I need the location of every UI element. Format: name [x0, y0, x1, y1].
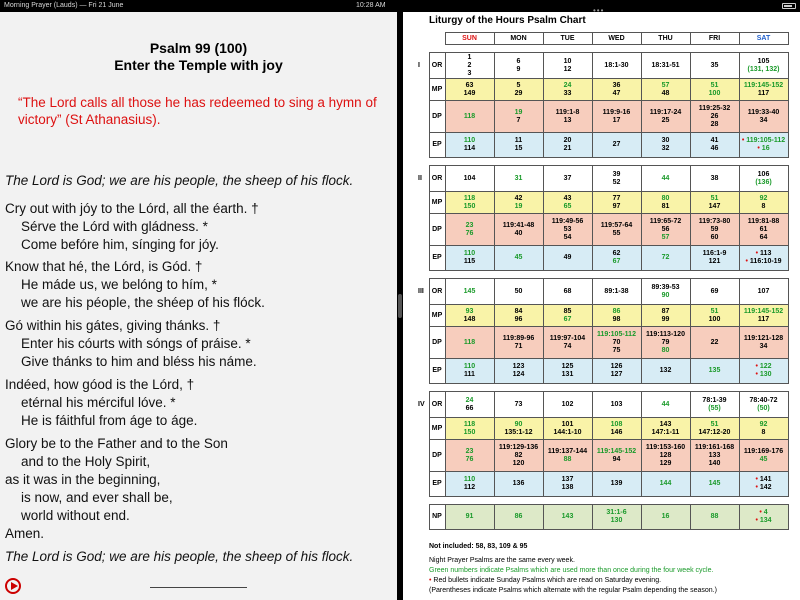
psalm-cell: 145 — [690, 472, 739, 497]
chart-row-ep — [418, 359, 788, 384]
psalm-cell: 51 100 — [690, 79, 739, 101]
psalm-cell: 110 111 — [445, 359, 494, 384]
chart-row-ep — [418, 246, 788, 271]
psalm-cell: 78:40-72 (50) — [739, 392, 788, 418]
psalm-cell: 123 124 — [494, 359, 543, 384]
psalm-cell: 84 96 — [494, 305, 543, 327]
psalm-cell: 139 — [592, 472, 641, 497]
hour-label: MP — [429, 305, 445, 327]
status-bar — [0, 0, 800, 12]
psalm-cell: 50 — [494, 279, 543, 305]
split-handle[interactable] — [398, 294, 402, 318]
week-label: I — [418, 61, 420, 69]
psalm-cell: 126 127 — [592, 359, 641, 384]
psalm-cell: 39 52 — [592, 166, 641, 192]
psalm-cell: 6 9 — [494, 53, 543, 79]
play-audio-button[interactable] — [5, 578, 21, 594]
psalm-cell: 103 — [592, 392, 641, 418]
psalm-cell: 51 147 — [690, 192, 739, 214]
chart-row-np — [418, 505, 788, 530]
hour-label: EP — [429, 472, 445, 497]
psalm-cell: 42 19 — [494, 192, 543, 214]
hour-label: DP — [429, 214, 445, 246]
psalm-cell: 137 138 — [543, 472, 592, 497]
psalm-cell: 5 29 — [494, 79, 543, 101]
psalm-cell: 63 149 — [445, 79, 494, 101]
psalm-line: Give thánks to him and bléss his náme. — [21, 354, 257, 369]
multitask-grabber-icon[interactable]: ••• — [593, 6, 605, 15]
psalm-cell: 119:161-168 133 140 — [690, 440, 739, 472]
hour-label: MP — [429, 79, 445, 101]
psalm-cell: 119:17-24 25 — [641, 101, 690, 133]
psalm-cell: 119:105-112 70 75 — [592, 327, 641, 359]
psalm-cell: 106 (136) — [739, 166, 788, 192]
psalm-cell: 27 — [592, 133, 641, 158]
psalm-cell: 118 150 — [445, 418, 494, 440]
psalm-cell: 51 147:12-20 — [690, 418, 739, 440]
battery-icon — [782, 3, 796, 9]
psalm-cell: 91 — [445, 505, 494, 530]
psalm-line: Amen. — [5, 526, 45, 541]
psalm-cell: 90 135:1-12 — [494, 418, 543, 440]
psalm-cell: 57 48 — [641, 79, 690, 101]
week-label: IV — [418, 400, 425, 408]
psalm-cell: 18:1-30 — [592, 53, 641, 79]
psalm-cell: 35 — [690, 53, 739, 79]
psalm-cell: 31:1-6 130 — [592, 505, 641, 530]
psalm-cell: 118 150 — [445, 192, 494, 214]
psalm-cell: 119:169-176 45 — [739, 440, 788, 472]
chart-row-or — [418, 53, 788, 79]
psalm-cell: 23 76 — [445, 440, 494, 472]
psalm-cell: 62 67 — [592, 246, 641, 271]
psalm-cell: 143 — [543, 505, 592, 530]
chart-row-ep — [418, 472, 788, 497]
psalm-cell: • 122 • 130 — [739, 359, 788, 384]
psalm-line: Cry out with jóy to the Lórd, all the éarth. † — [5, 201, 259, 216]
hour-label: OR — [429, 392, 445, 418]
psalm-cell: 143 147:1-11 — [641, 418, 690, 440]
psalm-cell: 92 8 — [739, 418, 788, 440]
chart-row-or — [418, 166, 788, 192]
psalm-cell: 19 7 — [494, 101, 543, 133]
hour-label: EP — [429, 246, 445, 271]
chart-row-mp — [418, 192, 788, 214]
psalm-line: is now, and ever shall be, — [21, 490, 173, 505]
psalm-cell: 68 — [543, 279, 592, 305]
psalm-cell: 101 144:1-10 — [543, 418, 592, 440]
psalm-cell: 86 98 — [592, 305, 641, 327]
psalm-line: He máde us, we belóng to hím, * — [21, 277, 217, 292]
psalm-cell: 88 — [690, 505, 739, 530]
antiphon-quote: “The Lord calls all those he has redeemed to sing a hymn of victory” (St Athanasius). — [18, 95, 377, 127]
chart-row-dp — [418, 440, 788, 472]
psalm-cell: 87 99 — [641, 305, 690, 327]
psalm-cell: 119:89-96 71 — [494, 327, 543, 359]
chart-row-or — [418, 279, 788, 305]
psalm-cell: • 4 • 134 — [739, 505, 788, 530]
psalm-cell: 51 100 — [690, 305, 739, 327]
psalm-line: Sérve the Lórd with gládness. * — [21, 219, 208, 234]
psalm-cell: 108 146 — [592, 418, 641, 440]
psalm-line: etérnal his mérciful lóve. * — [21, 395, 176, 410]
chart-row-dp — [418, 214, 788, 246]
psalm-cell: 41 46 — [690, 133, 739, 158]
chart-row-mp — [418, 305, 788, 327]
psalm-cell: 119:145-152 94 — [592, 440, 641, 472]
psalm-cell: 73 — [494, 392, 543, 418]
psalm-cell: 118 — [445, 327, 494, 359]
hour-label: EP — [429, 359, 445, 384]
psalm-cell: 1 2 3 — [445, 53, 494, 79]
psalm-title: Enter the Temple with joy — [114, 57, 283, 73]
psalm-line: Enter his cóurts with sóngs of práise. * — [21, 336, 251, 351]
psalm-cell: 18:31-51 — [641, 53, 690, 79]
chart-row-dp — [418, 101, 788, 133]
note-not-included: Not included: 58, 83, 109 & 95 — [429, 543, 528, 550]
psalm-cell: 10 12 — [543, 53, 592, 79]
psalm-line: we are his péople, the shéep of his flóck. — [21, 295, 265, 310]
psalm-cell: 119:33-40 34 — [739, 101, 788, 133]
psalm-line: The Lord is God; we are his people, the sheep of his flock. — [5, 173, 354, 188]
psalm-cell: 119:153-160 128 129 — [641, 440, 690, 472]
psalm-cell: 22 — [690, 327, 739, 359]
psalm-cell: 31 — [494, 166, 543, 192]
hour-label: OR — [429, 279, 445, 305]
psalm-cell: 145 — [445, 279, 494, 305]
psalm-cell: 80 81 — [641, 192, 690, 214]
psalm-cell: 89:1-38 — [592, 279, 641, 305]
psalm-cell: 119:41-48 40 — [494, 214, 543, 246]
day-header-tue: TUE — [543, 33, 592, 45]
psalm-cell: 89:39-53 90 — [641, 279, 690, 305]
psalm-chart-table — [418, 32, 789, 530]
psalm-cell: 30 32 — [641, 133, 690, 158]
psalm-cell: 110 115 — [445, 246, 494, 271]
psalm-cell: 77 97 — [592, 192, 641, 214]
psalm-cell: 20 21 — [543, 133, 592, 158]
chart-title: Liturgy of the Hours Psalm Chart — [429, 15, 586, 26]
psalm-cell: 107 — [739, 279, 788, 305]
psalm-cell: 38 — [690, 166, 739, 192]
psalm-cell: 136 — [494, 472, 543, 497]
psalm-cell: 119:145-152 117 — [739, 79, 788, 101]
psalm-cell: • 141 • 142 — [739, 472, 788, 497]
psalm-cell: 105 (131, 132) — [739, 53, 788, 79]
psalm-cell: 125 131 — [543, 359, 592, 384]
week-label: III — [418, 287, 424, 295]
psalm-line: and to the Holy Spirit, — [21, 454, 151, 469]
psalm-cell: 36 47 — [592, 79, 641, 101]
day-header-sun: SUN — [445, 33, 494, 45]
hour-label: MP — [429, 192, 445, 214]
note-night: Night Prayer Psalms are the same every week. — [429, 557, 575, 564]
psalm-cell: 119:25-32 26 28 — [690, 101, 739, 133]
hour-label: DP — [429, 440, 445, 472]
psalm-cell: 119:145-152 117 — [739, 305, 788, 327]
psalm-cell: 119:121-128 34 — [739, 327, 788, 359]
psalm-cell: 119:49-56 53 54 — [543, 214, 592, 246]
psalm-cell: 49 — [543, 246, 592, 271]
psalm-cell: 92 8 — [739, 192, 788, 214]
psalm-cell: 119:113-120 79 80 — [641, 327, 690, 359]
psalm-cell: 119:1-8 13 — [543, 101, 592, 133]
psalm-cell: 37 — [543, 166, 592, 192]
psalm-cell: 86 — [494, 505, 543, 530]
psalm-cell: 69 — [690, 279, 739, 305]
psalm-line: He is fáithful from áge to áge. — [21, 413, 198, 428]
psalm-cell: 85 67 — [543, 305, 592, 327]
hour-label: DP — [429, 101, 445, 133]
psalm-number: Psalm 99 (100) — [149, 40, 248, 56]
psalm-chart-pane[interactable] — [403, 6, 800, 600]
day-header-sat: SAT — [739, 33, 788, 45]
psalm-line: The Lord is God; we are his people, the sheep of his flock. — [5, 549, 354, 564]
psalm-cell: 24 66 — [445, 392, 494, 418]
hour-label: MP — [429, 418, 445, 440]
hour-label: NP — [429, 505, 445, 530]
psalm-cell: • 119:105-112 • 16 — [739, 133, 788, 158]
hour-label: EP — [429, 133, 445, 158]
chart-row-or — [418, 392, 788, 418]
chart-row-mp — [418, 79, 788, 101]
day-header-mon: MON — [494, 33, 543, 45]
psalm-cell: 16 — [641, 505, 690, 530]
psalm-cell: • 113 • 116:10-19 — [739, 246, 788, 271]
psalm-cell: 116:1-9 121 — [690, 246, 739, 271]
psalm-cell: 119:81-88 61 64 — [739, 214, 788, 246]
psalm-cell: 135 — [690, 359, 739, 384]
psalm-reader-pane[interactable] — [0, 12, 397, 600]
note-paren: (Parentheses indicate Psalms which alternate with the regular Psalm depending the season.) — [429, 587, 717, 594]
chart-row-mp — [418, 418, 788, 440]
play-icon — [11, 582, 18, 590]
chart-row-dp — [418, 327, 788, 359]
day-header-thu: THU — [641, 33, 690, 45]
psalm-cell: 119:9-16 17 — [592, 101, 641, 133]
psalm-cell: 119:97-104 74 — [543, 327, 592, 359]
psalm-line: Know that hé, the Lórd, is Gód. † — [5, 259, 203, 274]
psalm-cell: 119:73-80 59 60 — [690, 214, 739, 246]
psalm-cell: 132 — [641, 359, 690, 384]
chart-row-ep — [418, 133, 788, 158]
psalm-line: Indéed, how góod is the Lórd, † — [5, 377, 195, 392]
psalm-cell: 110 114 — [445, 133, 494, 158]
psalm-cell: 93 148 — [445, 305, 494, 327]
status-title: Morning Prayer (Lauds) — Fri 21 June — [4, 2, 124, 9]
psalm-cell: 23 76 — [445, 214, 494, 246]
psalm-cell: 72 — [641, 246, 690, 271]
psalm-cell: 24 33 — [543, 79, 592, 101]
psalm-cell: 102 — [543, 392, 592, 418]
hour-label: OR — [429, 53, 445, 79]
hour-label: OR — [429, 166, 445, 192]
psalm-cell: 11 15 — [494, 133, 543, 158]
note-red: • Red bullets indicate Sunday Psalms which are read on Saturday evening. — [429, 577, 662, 584]
week-label: II — [418, 174, 422, 182]
audio-scrubber[interactable] — [150, 587, 247, 588]
psalm-cell: 119:129-136 82 120 — [494, 440, 543, 472]
psalm-cell: 110 112 — [445, 472, 494, 497]
day-header-fri: FRI — [690, 33, 739, 45]
hour-label: DP — [429, 327, 445, 359]
psalm-cell: 43 65 — [543, 192, 592, 214]
day-header-wed: WED — [592, 33, 641, 45]
psalm-cell: 44 — [641, 166, 690, 192]
status-time: 10:28 AM — [356, 2, 386, 9]
psalm-cell: 44 — [641, 392, 690, 418]
psalm-line: Come befóre him, sínging for jóy. — [21, 237, 219, 252]
psalm-line: Glory be to the Father and to the Son — [5, 436, 228, 451]
psalm-cell: 144 — [641, 472, 690, 497]
psalm-line: Gó within his gátes, giving thánks. † — [5, 318, 221, 333]
psalm-cell: 118 — [445, 101, 494, 133]
psalm-cell: 45 — [494, 246, 543, 271]
psalm-line: world without end. — [21, 508, 130, 523]
psalm-cell: 78:1-39 (55) — [690, 392, 739, 418]
psalm-cell: 119:137-144 88 — [543, 440, 592, 472]
psalm-line: as it was in the beginning, — [5, 472, 161, 487]
psalm-cell: 104 — [445, 166, 494, 192]
note-green: Green numbers indicate Psalms which are used more than once during the four week cycle. — [429, 567, 714, 574]
psalm-cell: 119:65-72 56 57 — [641, 214, 690, 246]
psalm-cell: 119:57-64 55 — [592, 214, 641, 246]
